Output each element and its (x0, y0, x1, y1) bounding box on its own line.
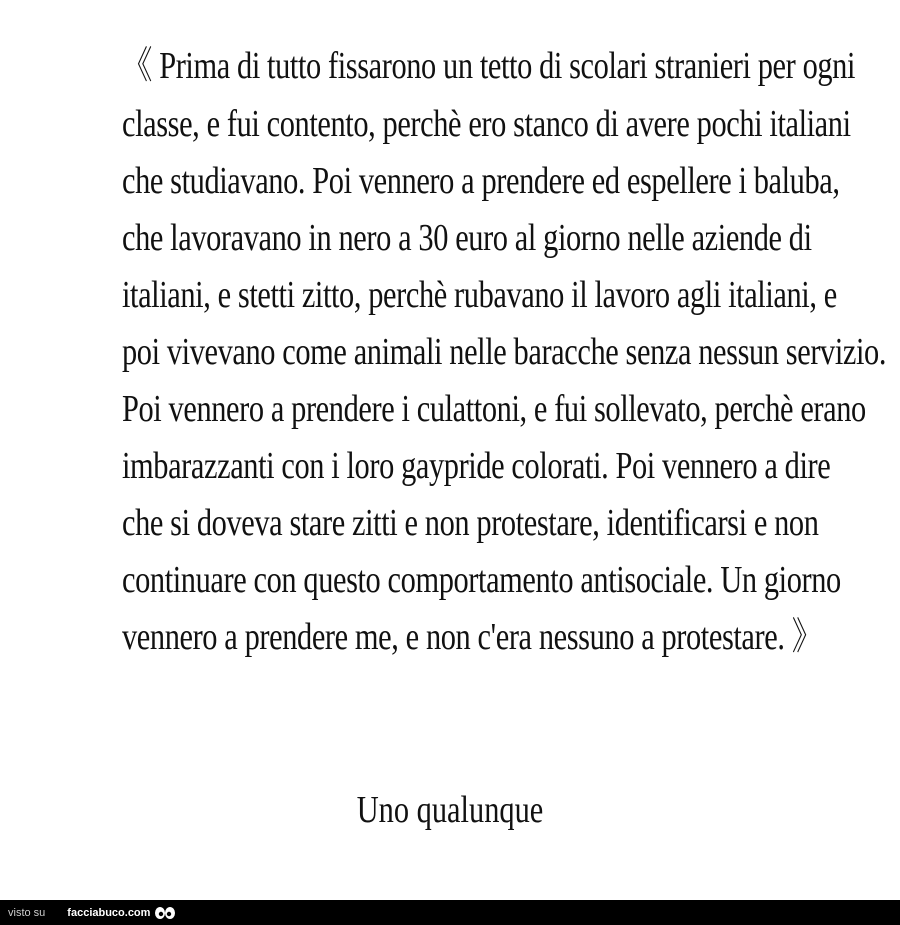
footer-brand-link[interactable]: facciabuco.com (67, 906, 151, 919)
quote-line-5: italiani, e stetti zitto, perchè rubavano il lavoro agli italiani, e (122, 274, 837, 316)
quote-line-6: poi vivevano come animali nelle baracche senza nessun servizio. (122, 331, 887, 373)
quote-line-7: Poi vennero a prendere i culattoni, e fui sollevato, perchè erano (122, 388, 866, 430)
quote-signature: Uno qualunque (356, 789, 544, 831)
quote-line-4: che lavoravano in nero a 30 euro al giorno nelle aziende di (122, 217, 812, 259)
quote-line-2: classe, e fui contento, perchè ero stanco di avere pochi italiani (122, 103, 851, 145)
quote-line-8: imbarazzanti con i loro gaypride colorati. Poi vennero a dire (122, 445, 831, 487)
quote-line-10: continuare con questo comportamento antisociale. Un giorno (122, 559, 841, 601)
quote-line-9: che si doveva stare zitti e non protestare, identificarsi e non (122, 502, 819, 544)
footer-bar (0, 900, 900, 925)
footer-prefix: visto su (8, 906, 46, 919)
quote-line-11: vennero a prendere me, e non c'era nessuno a protestare. 》 (122, 616, 822, 658)
quote-line-1: 《 Prima di tutto fissarono un tetto di scolari stranieri per ogni (122, 45, 856, 87)
eyes-icon (154, 900, 176, 925)
quote-line-3: che studiavano. Poi vennero a prendere ed espellere i baluba, (122, 160, 840, 202)
